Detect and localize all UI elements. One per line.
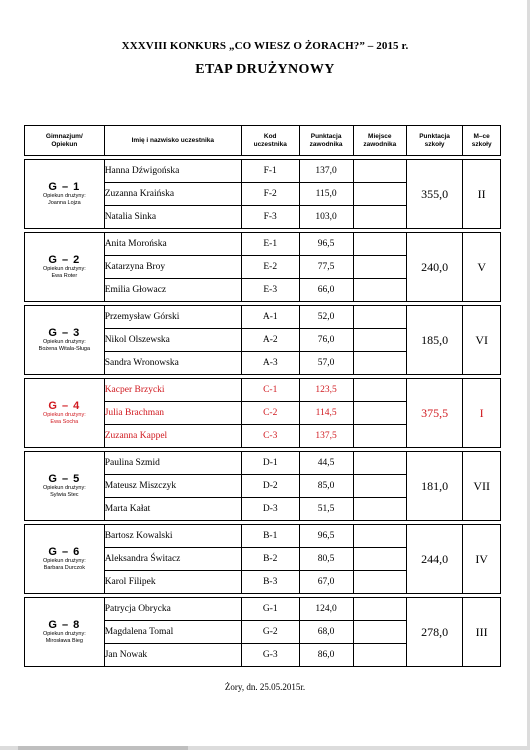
team-code: G – 8 bbox=[48, 619, 81, 631]
participant-place bbox=[353, 475, 406, 498]
participant-code: A-3 bbox=[241, 352, 299, 375]
participant-points: 67,0 bbox=[299, 571, 353, 594]
participant-points: 86,0 bbox=[299, 644, 353, 667]
participant-code: F-1 bbox=[241, 160, 299, 183]
participant-points: 44,5 bbox=[299, 452, 353, 475]
results-table bbox=[24, 125, 501, 667]
participant-points: 80,5 bbox=[299, 548, 353, 571]
header-place: Miejsce zawodnika bbox=[353, 126, 406, 156]
table-row bbox=[25, 379, 501, 402]
participant-place bbox=[353, 644, 406, 667]
header-school: Gimnazjum/ Opiekun bbox=[25, 126, 105, 156]
participant-place bbox=[353, 279, 406, 302]
participant-place bbox=[353, 402, 406, 425]
table-row bbox=[25, 233, 501, 256]
team-code: G – 3 bbox=[48, 327, 81, 339]
participant-place bbox=[353, 160, 406, 183]
participant-code: D-3 bbox=[241, 498, 299, 521]
participant-code: F-2 bbox=[241, 183, 299, 206]
participant-points: 57,0 bbox=[299, 352, 353, 375]
participant-code: G-2 bbox=[241, 621, 299, 644]
participant-code: F-3 bbox=[241, 206, 299, 229]
team-label: Opiekun drużyny: bbox=[42, 266, 86, 272]
participant-place bbox=[353, 379, 406, 402]
participant-points: 52,0 bbox=[299, 306, 353, 329]
participant-code: E-1 bbox=[241, 233, 299, 256]
participant-name: Marta Kałat bbox=[104, 498, 241, 521]
participant-points: 124,0 bbox=[299, 598, 353, 621]
participant-name: Hanna Dźwigońska bbox=[104, 160, 241, 183]
participant-place bbox=[353, 329, 406, 352]
participant-name: Paulina Szmid bbox=[104, 452, 241, 475]
participant-place bbox=[353, 571, 406, 594]
team-tutor: Ewa Roter bbox=[51, 273, 78, 279]
team-label: Opiekun drużyny: bbox=[42, 558, 86, 564]
participant-name: Jan Nowak bbox=[104, 644, 241, 667]
participant-name: Natalia Sinka bbox=[104, 206, 241, 229]
header-school-points: Punktacja szkoły bbox=[406, 126, 462, 156]
participant-name: Katarzyna Broy bbox=[104, 256, 241, 279]
participant-place bbox=[353, 525, 406, 548]
participant-place bbox=[353, 498, 406, 521]
school-place: V bbox=[463, 233, 501, 302]
participant-name: Zuzanna Kappel bbox=[104, 425, 241, 448]
participant-code: C-3 bbox=[241, 425, 299, 448]
participant-name: Julia Brachman bbox=[104, 402, 241, 425]
team-cell bbox=[25, 525, 105, 594]
school-points: 185,0 bbox=[406, 306, 462, 375]
participant-points: 114,5 bbox=[299, 402, 353, 425]
team-label: Opiekun drużyny: bbox=[42, 631, 86, 637]
participant-place bbox=[353, 183, 406, 206]
participant-name: Bartosz Kowalski bbox=[104, 525, 241, 548]
team-code: G – 5 bbox=[48, 473, 81, 485]
team-tutor: Mirosława Bieg bbox=[45, 638, 83, 644]
participant-code: A-1 bbox=[241, 306, 299, 329]
school-points: 278,0 bbox=[406, 598, 462, 667]
participant-place bbox=[353, 425, 406, 448]
team-tutor: Ewa Socha bbox=[50, 419, 79, 425]
document-title: XXXVIII KONKURS „CO WIESZ O ŻORACH?” – 2015 r. bbox=[121, 40, 409, 52]
school-place: VII bbox=[463, 452, 501, 521]
participant-name: Mateusz Miszczyk bbox=[104, 475, 241, 498]
header-code: Kod uczestnika bbox=[241, 126, 299, 156]
team-label: Opiekun drużyny: bbox=[42, 193, 86, 199]
participant-points: 103,0 bbox=[299, 206, 353, 229]
participant-place bbox=[353, 548, 406, 571]
table-row bbox=[25, 452, 501, 475]
participant-code: D-2 bbox=[241, 475, 299, 498]
participant-code: C-2 bbox=[241, 402, 299, 425]
participant-code: E-3 bbox=[241, 279, 299, 302]
participant-name: Kacper Brzycki bbox=[104, 379, 241, 402]
participant-points: 85,0 bbox=[299, 475, 353, 498]
participant-code: C-1 bbox=[241, 379, 299, 402]
school-place: VI bbox=[463, 306, 501, 375]
school-place: III bbox=[463, 598, 501, 667]
school-points: 355,0 bbox=[406, 160, 462, 229]
table-row bbox=[25, 306, 501, 329]
school-points: 181,0 bbox=[406, 452, 462, 521]
participant-name: Magdalena Tomal bbox=[104, 621, 241, 644]
participant-code: A-2 bbox=[241, 329, 299, 352]
team-code: G – 1 bbox=[48, 181, 81, 193]
table-row bbox=[25, 160, 501, 183]
participant-name: Sandra Wronowska bbox=[104, 352, 241, 375]
school-points: 375,5 bbox=[406, 379, 462, 448]
participant-place bbox=[353, 233, 406, 256]
team-tutor: Joanna Lojza bbox=[47, 200, 81, 206]
team-cell bbox=[25, 379, 105, 448]
participant-name: Karol Filipek bbox=[104, 571, 241, 594]
school-place: II bbox=[463, 160, 501, 229]
participant-points: 77,5 bbox=[299, 256, 353, 279]
document-footer: Żory, dn. 25.05.2015r. bbox=[224, 682, 306, 692]
team-cell bbox=[25, 233, 105, 302]
participant-place bbox=[353, 452, 406, 475]
participant-place bbox=[353, 598, 406, 621]
participant-code: D-1 bbox=[241, 452, 299, 475]
participant-points: 51,5 bbox=[299, 498, 353, 521]
team-tutor: Bożena Witala-Sługa bbox=[38, 346, 91, 352]
participant-code: B-3 bbox=[241, 571, 299, 594]
team-label: Opiekun drużyny: bbox=[42, 412, 86, 418]
team-label: Opiekun drużyny: bbox=[42, 485, 86, 491]
participant-points: 96,5 bbox=[299, 525, 353, 548]
table-row bbox=[25, 598, 501, 621]
participant-points: 96,5 bbox=[299, 233, 353, 256]
participant-place bbox=[353, 306, 406, 329]
participant-name: Zuzanna Kraińska bbox=[104, 183, 241, 206]
team-cell bbox=[25, 452, 105, 521]
participant-points: 66,0 bbox=[299, 279, 353, 302]
participant-points: 68,0 bbox=[299, 621, 353, 644]
participant-points: 115,0 bbox=[299, 183, 353, 206]
school-place: I bbox=[463, 379, 501, 448]
team-tutor: Sylwia Stec bbox=[50, 492, 79, 498]
team-code: G – 4 bbox=[48, 400, 81, 412]
team-tutor: Barbara Durczok bbox=[43, 565, 85, 571]
participant-name: Przemysław Górski bbox=[104, 306, 241, 329]
team-code: G – 6 bbox=[48, 546, 81, 558]
team-cell bbox=[25, 306, 105, 375]
participant-code: G-3 bbox=[241, 644, 299, 667]
team-label: Opiekun drużyny: bbox=[42, 339, 86, 345]
participant-points: 137,5 bbox=[299, 425, 353, 448]
participant-code: G-1 bbox=[241, 598, 299, 621]
header-row bbox=[25, 126, 501, 156]
team-code: G – 2 bbox=[48, 254, 81, 266]
participant-code: E-2 bbox=[241, 256, 299, 279]
participant-name: Anita Morońska bbox=[104, 233, 241, 256]
school-points: 244,0 bbox=[406, 525, 462, 594]
participant-points: 137,0 bbox=[299, 160, 353, 183]
participant-place bbox=[353, 256, 406, 279]
school-points: 240,0 bbox=[406, 233, 462, 302]
participant-place bbox=[353, 352, 406, 375]
document-subtitle: ETAP DRUŻYNOWY bbox=[195, 62, 335, 77]
participant-place bbox=[353, 206, 406, 229]
header-points: Punktacja zawodnika bbox=[299, 126, 353, 156]
participant-points: 123,5 bbox=[299, 379, 353, 402]
team-cell bbox=[25, 598, 105, 667]
header-school-place: M–ce szkoły bbox=[463, 126, 501, 156]
participant-name: Emilia Głowacz bbox=[104, 279, 241, 302]
participant-name: Aleksandra Świtacz bbox=[104, 548, 241, 571]
header-name: Imię i nazwisko uczestnika bbox=[104, 126, 241, 156]
scroll-stub bbox=[18, 746, 188, 750]
participant-code: B-1 bbox=[241, 525, 299, 548]
participant-name: Patrycja Obrycka bbox=[104, 598, 241, 621]
participant-code: B-2 bbox=[241, 548, 299, 571]
participant-points: 76,0 bbox=[299, 329, 353, 352]
school-place: IV bbox=[463, 525, 501, 594]
team-cell bbox=[25, 160, 105, 229]
table-row bbox=[25, 525, 501, 548]
participant-name: Nikol Olszewska bbox=[104, 329, 241, 352]
participant-place bbox=[353, 621, 406, 644]
